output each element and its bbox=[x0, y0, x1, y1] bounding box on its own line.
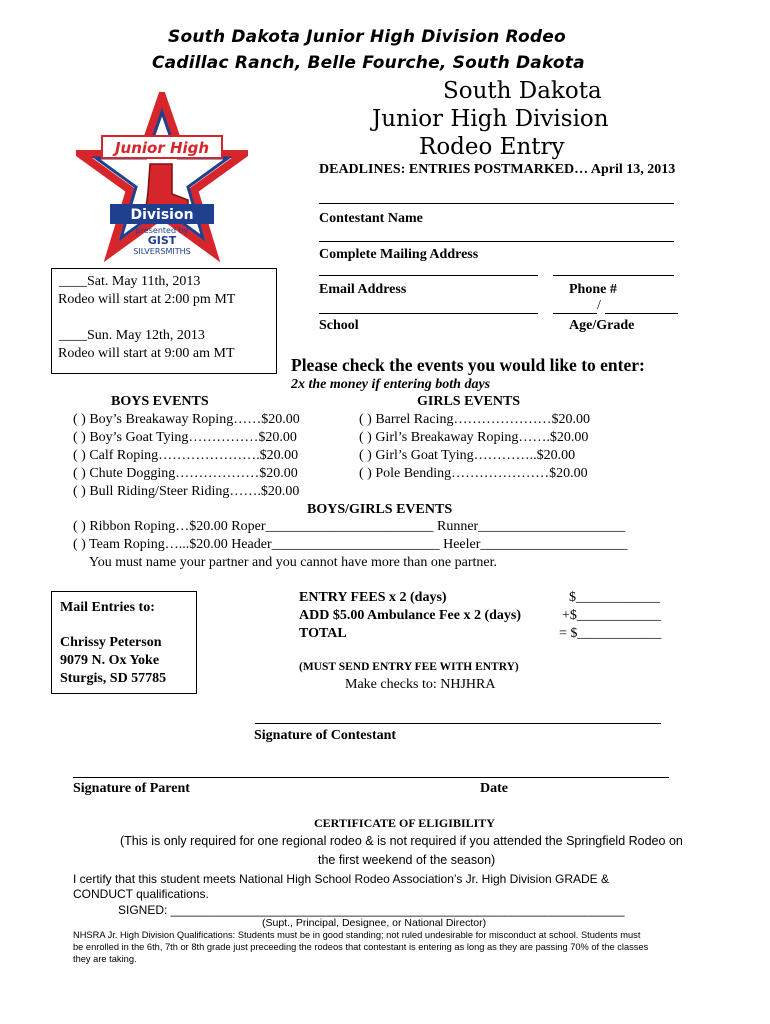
signer-title: (Supt., Principal, Designee, or National Director) bbox=[262, 917, 487, 929]
date-label: Date bbox=[480, 781, 508, 796]
signed-field[interactable]: SIGNED: ____________________________________________________________________ bbox=[118, 903, 625, 917]
mail-city: Sturgis, SD 57785 bbox=[60, 671, 167, 686]
mailing-address-label: Complete Mailing Address bbox=[319, 247, 479, 262]
make-checks-note: Make checks to: NHJHRA bbox=[345, 677, 496, 692]
logo-top-text: Junior High bbox=[114, 139, 210, 157]
title-line-1: South Dakota bbox=[443, 78, 602, 104]
events-subheading: 2x the money if entering both days bbox=[291, 377, 491, 392]
mail-entries-box bbox=[51, 591, 197, 694]
certify-line-2: CONDUCT qualifications. bbox=[73, 887, 209, 901]
qualifications-line-1: NHSRA Jr. High Division Qualifications: Students must be in good standing; not ruled undesirable for misconduct at school. Students must bbox=[73, 930, 641, 940]
age-grade-label: Age/Grade bbox=[569, 318, 635, 333]
mail-entries-title: Mail Entries to: bbox=[60, 600, 155, 615]
phone-label: Phone # bbox=[569, 282, 617, 297]
qualifications-line-3: they are taking. bbox=[73, 954, 137, 964]
header-line-1: South Dakota Junior High Division Rodeo bbox=[168, 27, 566, 47]
email-line[interactable] bbox=[319, 275, 538, 276]
girls-event-barrel-racing[interactable]: ( ) Barrel Racing…………………$20.00 bbox=[359, 412, 590, 427]
saturday-date[interactable]: ____Sat. May 11th, 2013 bbox=[59, 274, 201, 289]
boys-girls-events-title: BOYS/GIRLS EVENTS bbox=[307, 502, 453, 517]
contestant-signature-line[interactable] bbox=[255, 723, 661, 724]
school-line[interactable] bbox=[319, 313, 538, 314]
contestant-name-label: Contestant Name bbox=[319, 211, 423, 226]
boys-event-breakaway[interactable]: ( ) Boy’s Breakaway Roping……$20.00 bbox=[73, 412, 300, 427]
logo-sponsor-text: GIST bbox=[147, 234, 177, 247]
certificate-title: CERTIFICATE OF ELIGIBILITY bbox=[314, 816, 495, 830]
girls-events-title: GIRLS EVENTS bbox=[417, 394, 521, 409]
entry-fees-field[interactable]: $____________ bbox=[569, 590, 660, 605]
entry-fees-label: ENTRY FEES x 2 (days) bbox=[299, 590, 447, 605]
saturday-note: Rodeo will start at 2:00 pm MT bbox=[58, 292, 236, 307]
contestant-signature-label: Signature of Contestant bbox=[254, 728, 397, 743]
mail-name: Chrissy Peterson bbox=[60, 635, 162, 650]
age-grade-slash: / bbox=[597, 298, 601, 313]
rodeo-star-logo bbox=[76, 92, 248, 264]
team-roping-row[interactable]: ( ) Team Roping…...$20.00 Header________________________ Heeler_____________________ bbox=[73, 537, 628, 552]
header-line-2: Cadillac Ranch, Belle Fourche, South Dakota bbox=[152, 53, 585, 73]
school-label: School bbox=[319, 318, 359, 333]
contestant-name-line[interactable] bbox=[319, 203, 674, 204]
must-send-note: (MUST SEND ENTRY FEE WITH ENTRY) bbox=[299, 661, 519, 673]
boys-events-title: BOYS EVENTS bbox=[111, 394, 209, 409]
certificate-note-1: (This is only required for one regional rodeo & is not required if you attended the Springfield Rodeo on bbox=[120, 834, 683, 848]
sunday-date[interactable]: ____Sun. May 12th, 2013 bbox=[59, 328, 205, 343]
total-label: TOTAL bbox=[299, 626, 347, 641]
girls-event-breakaway[interactable]: ( ) Girl’s Breakaway Roping…….$20.00 bbox=[359, 430, 589, 445]
boys-event-goat-tying[interactable]: ( ) Boy’s Goat Tying……………$20.00 bbox=[73, 430, 297, 445]
mail-street: 9079 N. Ox Yoke bbox=[60, 653, 160, 668]
email-label: Email Address bbox=[319, 282, 407, 297]
logo-sponsor2-text: SILVERSMITHS bbox=[133, 247, 191, 256]
mailing-address-line[interactable] bbox=[319, 241, 674, 242]
girls-event-pole-bending[interactable]: ( ) Pole Bending…………………$20.00 bbox=[359, 466, 588, 481]
ambulance-fee-label: ADD $5.00 Ambulance Fee x 2 (days) bbox=[299, 608, 522, 623]
ribbon-roping-row[interactable]: ( ) Ribbon Roping…$20.00 Roper________________________ Runner_____________________ bbox=[73, 519, 626, 534]
sunday-note: Rodeo will start at 9:00 am MT bbox=[58, 346, 235, 361]
dates-box bbox=[51, 268, 277, 374]
grade-line[interactable] bbox=[605, 313, 678, 314]
age-line[interactable] bbox=[553, 313, 597, 314]
logo-middle-text: Division bbox=[130, 207, 194, 223]
total-field[interactable]: = $____________ bbox=[559, 626, 662, 641]
deadlines-text: DEADLINES: ENTRIES POSTMARKED… April 13, 2013 bbox=[319, 162, 676, 177]
boys-event-chute-dogging[interactable]: ( ) Chute Dogging………………$20.00 bbox=[73, 466, 298, 481]
partner-note: You must name your partner and you cannot have more than one partner. bbox=[89, 555, 497, 570]
certificate-note-2: the first weekend of the season) bbox=[318, 853, 496, 867]
title-line-3: Rodeo Entry bbox=[419, 134, 565, 160]
qualifications-line-2: be enrolled in the 6th, 7th or 8th grade just preceeding the rodeos that contestant is entering as long as they are passing 70% of the classes bbox=[73, 942, 649, 952]
certify-line-1: I certify that this student meets National High School Rodeo Association’s Jr. High Division GRADE & bbox=[73, 872, 610, 886]
phone-line[interactable] bbox=[553, 275, 674, 276]
title-line-2: Junior High Division bbox=[372, 106, 609, 132]
ambulance-fee-field[interactable]: +$____________ bbox=[562, 608, 661, 623]
boys-event-calf-roping[interactable]: ( ) Calf Roping………………….$20.00 bbox=[73, 448, 299, 463]
parent-signature-line[interactable] bbox=[73, 777, 669, 778]
logo-presented-text: presented by bbox=[135, 226, 189, 235]
events-heading: Please check the events you would like to enter: bbox=[291, 355, 645, 375]
boys-event-bull-riding[interactable]: ( ) Bull Riding/Steer Riding…….$20.00 bbox=[73, 484, 300, 499]
girls-event-goat-tying[interactable]: ( ) Girl’s Goat Tying…………..$20.00 bbox=[359, 448, 576, 463]
parent-signature-label: Signature of Parent bbox=[73, 781, 190, 796]
